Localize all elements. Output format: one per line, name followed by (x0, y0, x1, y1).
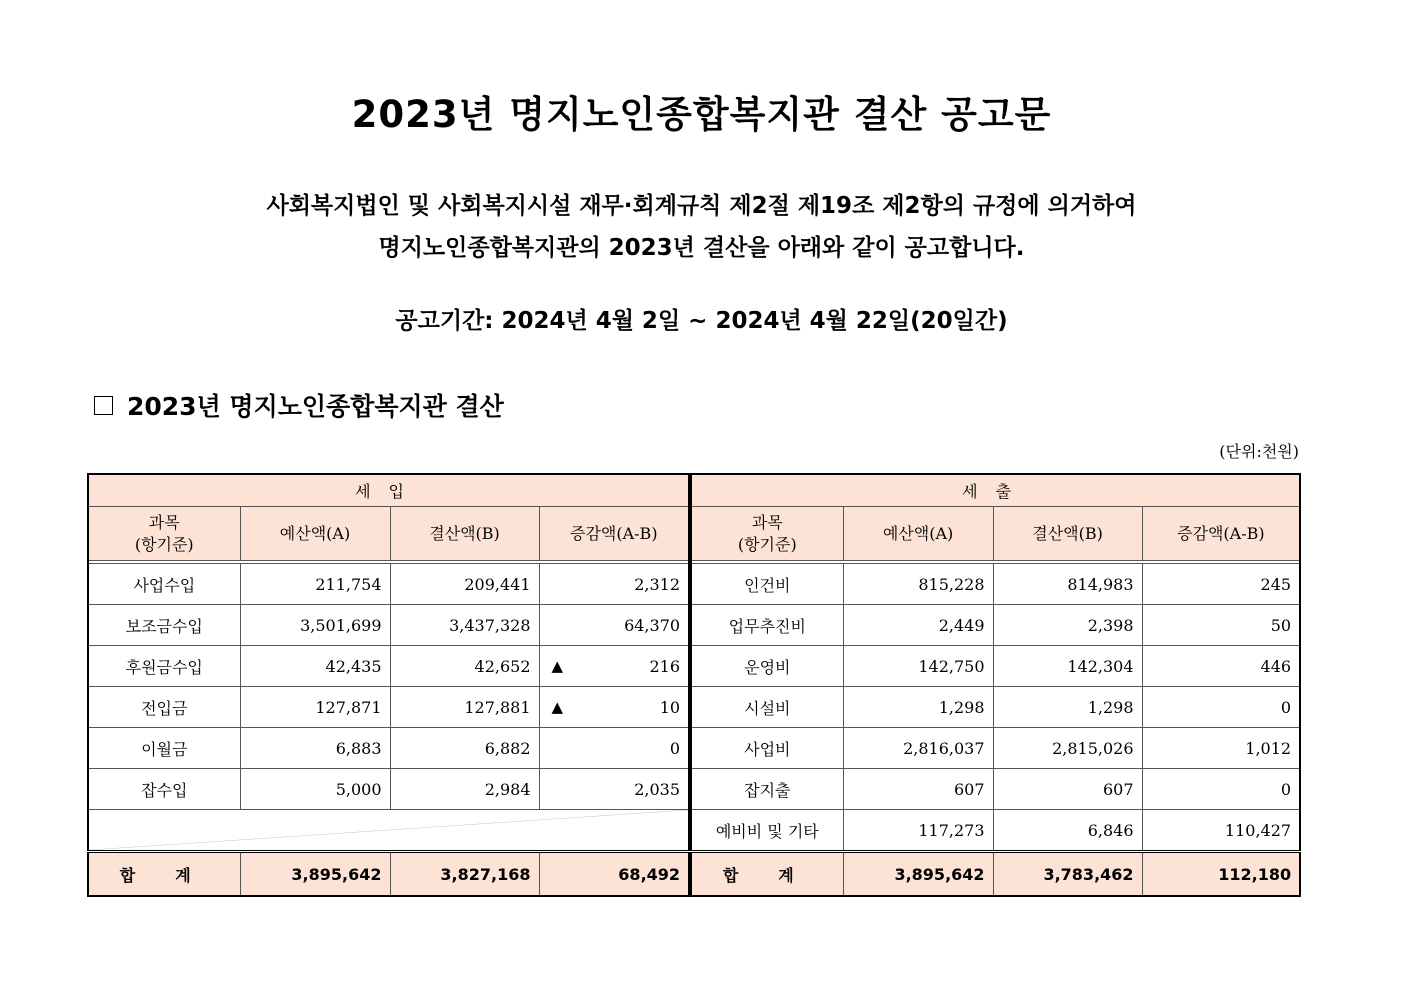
income-actual: 2,984 (390, 769, 539, 810)
settlement-tables (87, 473, 1299, 897)
expense-diff: 446 (1142, 646, 1300, 687)
expense-budget: 607 (843, 769, 993, 810)
diagonal-line (89, 810, 688, 850)
expense-diff: 1,012 (1142, 728, 1300, 769)
expense-item: 시설비 (691, 687, 843, 728)
income-item: 사업수입 (88, 564, 240, 605)
expense-group-header: 세출 (691, 474, 1300, 507)
expense-budget: 117,273 (843, 810, 993, 852)
expense-item: 잡지출 (691, 769, 843, 810)
expense-item: 사업비 (691, 728, 843, 769)
income-diff: 2,312 (539, 564, 689, 605)
table-row (691, 564, 1300, 605)
income-budget: 127,871 (240, 687, 390, 728)
income-total-label: 합계 (88, 852, 240, 897)
expense-total-label: 합계 (691, 852, 843, 897)
income-diff: 64,370 (539, 605, 689, 646)
table-row (691, 769, 1300, 810)
expense-budget: 815,228 (843, 564, 993, 605)
expense-total-budget: 3,895,642 (843, 852, 993, 897)
table-row (88, 646, 689, 687)
income-item: 잡수입 (88, 769, 240, 810)
income-item: 전입금 (88, 687, 240, 728)
income-actual: 209,441 (390, 564, 539, 605)
expense-diff-header: 증감액(A-B) (1142, 507, 1300, 561)
expense-actual-header: 결산액(B) (993, 507, 1142, 561)
income-budget: 3,501,699 (240, 605, 390, 646)
income-diff: ▲ 216 (539, 646, 689, 687)
expense-budget: 142,750 (843, 646, 993, 687)
expense-diff: 110,427 (1142, 810, 1300, 852)
income-actual: 127,881 (390, 687, 539, 728)
expense-budget: 1,298 (843, 687, 993, 728)
table-row (88, 728, 689, 769)
income-actual: 3,437,328 (390, 605, 539, 646)
checkbox-square-icon (94, 396, 113, 415)
expense-diff: 0 (1142, 687, 1300, 728)
income-budget: 42,435 (240, 646, 390, 687)
page-title: 2023년 명지노인종합복지관 결산 공고문 (351, 93, 1052, 136)
intro-line-2: 명지노인종합복지관의 2023년 결산을 아래와 같이 공고합니다. (378, 235, 1025, 261)
income-budget: 211,754 (240, 564, 390, 605)
expense-diff: 0 (1142, 769, 1300, 810)
expense-actual: 814,983 (993, 564, 1142, 605)
expense-budget: 2,449 (843, 605, 993, 646)
expense-budget-header: 예산액(A) (843, 507, 993, 561)
expense-item: 업무추진비 (691, 605, 843, 646)
expense-item: 예비비 및 기타 (691, 810, 843, 852)
table-row (88, 687, 689, 728)
income-item: 보조금수입 (88, 605, 240, 646)
expense-total-actual: 3,783,462 (993, 852, 1142, 897)
expense-actual: 6,846 (993, 810, 1142, 852)
expense-item: 인건비 (691, 564, 843, 605)
income-actual-header: 결산액(B) (390, 507, 539, 561)
table-row (691, 646, 1300, 687)
expense-actual: 2,398 (993, 605, 1142, 646)
income-actual: 42,652 (390, 646, 539, 687)
expense-actual: 1,298 (993, 687, 1142, 728)
table-row (691, 605, 1300, 646)
triangle-up-icon: ▲ (551, 657, 564, 675)
table-row (691, 728, 1300, 769)
income-budget-header: 예산액(A) (240, 507, 390, 561)
income-total-row (88, 852, 689, 897)
diagonal-strike-cell (88, 810, 689, 852)
table-row (691, 810, 1300, 852)
table-row (88, 605, 689, 646)
table-row-empty (88, 810, 689, 852)
expense-table (690, 473, 1301, 897)
unit-label: (단위:천원) (1219, 442, 1299, 461)
income-total-diff: 68,492 (539, 852, 689, 897)
section-title: 2023년 명지노인종합복지관 결산 (127, 392, 504, 421)
expense-diff: 50 (1142, 605, 1300, 646)
income-total-budget: 3,895,642 (240, 852, 390, 897)
income-diff: 2,035 (539, 769, 689, 810)
table-row (691, 687, 1300, 728)
intro-line-1: 사회복지법인 및 사회복지시설 재무·회계규칙 제2절 제19조 제2항의 규정에 의거하여 (266, 193, 1137, 219)
expense-total-row (691, 852, 1300, 897)
income-total-actual: 3,827,168 (390, 852, 539, 897)
table-row (88, 564, 689, 605)
notice-period: 공고기간: 2024년 4월 2일 ~ 2024년 4월 22일(20일간) (395, 308, 1008, 334)
income-diff-header: 증감액(A-B) (539, 507, 689, 561)
section-heading (94, 387, 504, 423)
expense-actual: 607 (993, 769, 1142, 810)
income-item: 후원금수입 (88, 646, 240, 687)
triangle-up-icon: ▲ (551, 698, 564, 716)
income-budget: 6,883 (240, 728, 390, 769)
expense-total-diff: 112,180 (1142, 852, 1300, 897)
income-group-header: 세입 (88, 474, 689, 507)
expense-budget: 2,816,037 (843, 728, 993, 769)
income-item-header: 과목 (항기준) (88, 507, 240, 561)
expense-actual: 142,304 (993, 646, 1142, 687)
income-diff: 0 (539, 728, 689, 769)
income-actual: 6,882 (390, 728, 539, 769)
income-budget: 5,000 (240, 769, 390, 810)
expense-item: 운영비 (691, 646, 843, 687)
expense-diff: 245 (1142, 564, 1300, 605)
income-item: 이월금 (88, 728, 240, 769)
expense-item-header: 과목 (항기준) (691, 507, 843, 561)
table-row (88, 769, 689, 810)
income-table (87, 473, 690, 897)
expense-actual: 2,815,026 (993, 728, 1142, 769)
income-diff: ▲ 10 (539, 687, 689, 728)
